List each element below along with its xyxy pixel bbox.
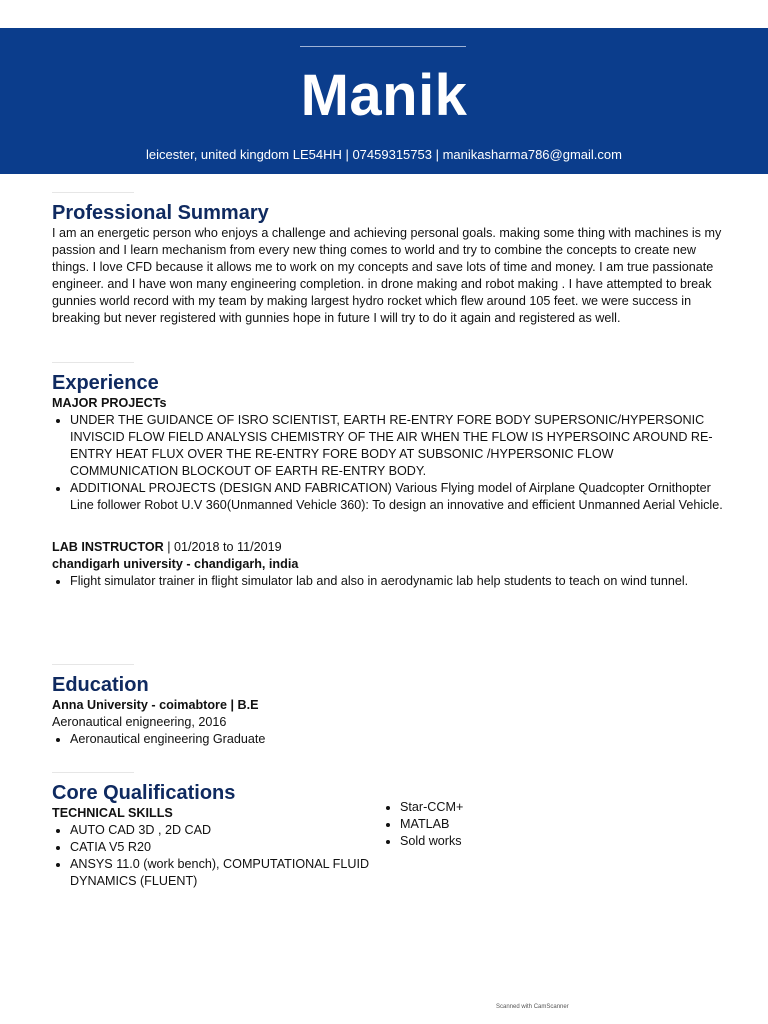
summary-title: Professional Summary	[52, 202, 269, 224]
job-title: LAB INSTRUCTOR	[52, 540, 164, 554]
header-divider	[300, 46, 466, 47]
job-dates: | 01/2018 to 11/2019	[163, 540, 282, 554]
employer: chandigarh university - chandigarh, india	[52, 557, 299, 571]
education-list	[52, 731, 724, 748]
list-item: • MATLAB	[400, 816, 682, 833]
list-item: • ADDITIONAL PROJECTS (DESIGN AND FABRICATION) Various Flying model of Airplane Quadcopter Ornithopter Line follower Robot U.V 360(Unmanned Vehicle 360): To design an innovative and efficient Unmanned Aerial Vehicle.	[70, 480, 724, 514]
scanner-watermark: Scanned with CamScanner	[496, 1004, 569, 1010]
resume-header	[0, 28, 768, 174]
qualifications-title: Core Qualifications	[52, 782, 236, 804]
list-item: • Star-CCM+	[400, 799, 682, 816]
major-projects-list	[52, 412, 724, 514]
candidate-name: Manik	[300, 63, 468, 128]
experience-title: Experience	[52, 372, 159, 394]
education-section	[52, 664, 724, 748]
list-item: • Sold works	[400, 833, 682, 850]
skills-list-left	[52, 822, 372, 890]
major-projects-heading: MAJOR PROJECTs	[52, 396, 167, 410]
list-item: • CATIA V5 R20	[70, 839, 372, 856]
contact-line: leicester, united kingdom LE54HH | 07459315753 | manikasharma786@gmail.com	[146, 147, 622, 162]
section-divider	[52, 772, 134, 773]
job-header	[52, 539, 724, 556]
list-item: • UNDER THE GUIDANCE OF ISRO SCIENTIST, EARTH RE-ENTRY FORE BODY SUPERSONIC/HYPERSONIC INVISCID FLOW FIELD ANALYSIS CHEMISTRY OF THE AIR WHEN THE FLOW IS HYPERSOINC AROUND RE-ENTRY HEAT FLUX OVER THE RE-ENTRY FORE BODY AT SUBSONIC /HYPERSONIC FLOW COMMUNICATION BLOCKOUT OF EARTH RE-ENTRY BODY.	[70, 412, 724, 480]
experience-section	[52, 362, 724, 590]
list-item: • ANSYS 11.0 (work bench), COMPUTATIONAL FLUID DYNAMICS (FLUENT)	[70, 856, 372, 890]
list-item: • Aeronautical engineering Graduate	[70, 731, 724, 748]
list-item: • AUTO CAD 3D , 2D CAD	[70, 822, 372, 839]
section-divider	[52, 362, 134, 363]
school-name: Anna University - coimabtore | B.E	[52, 698, 259, 712]
education-title: Education	[52, 674, 149, 696]
section-divider	[52, 192, 134, 193]
skills-left-column	[52, 805, 372, 890]
degree: Aeronautical enigneering, 2016	[52, 715, 227, 729]
summary-text: I am an energetic person who enjoys a challenge and achieving personal goals. making some thing with machines is my passion and I learn mechanism from every new thing comes to world and try to combine the concepts to create new things. I love CFD because it allows me to work on my concepts and save lots of time and money. I am true passionate engineer. and I have won many engineering completion. in drone making and robot making . I have attempted to break gunnies world record with my team by making largest hydro rocket which flew around 105 feet. we were success in breaking but never registered with gunnies hope in future I will try to do it again and registered as well.	[52, 226, 722, 325]
section-divider	[52, 664, 134, 665]
skills-columns	[52, 800, 724, 890]
technical-skills-heading: TECHNICAL SKILLS	[52, 806, 173, 820]
job-duties-list	[52, 573, 724, 590]
skills-right-column	[382, 799, 682, 850]
summary-section	[52, 192, 724, 327]
skills-list-right	[382, 799, 682, 850]
list-item: • Flight simulator trainer in flight simulator lab and also in aerodynamic lab help students to teach on wind tunnel.	[70, 573, 724, 590]
qualifications-section	[52, 772, 724, 890]
